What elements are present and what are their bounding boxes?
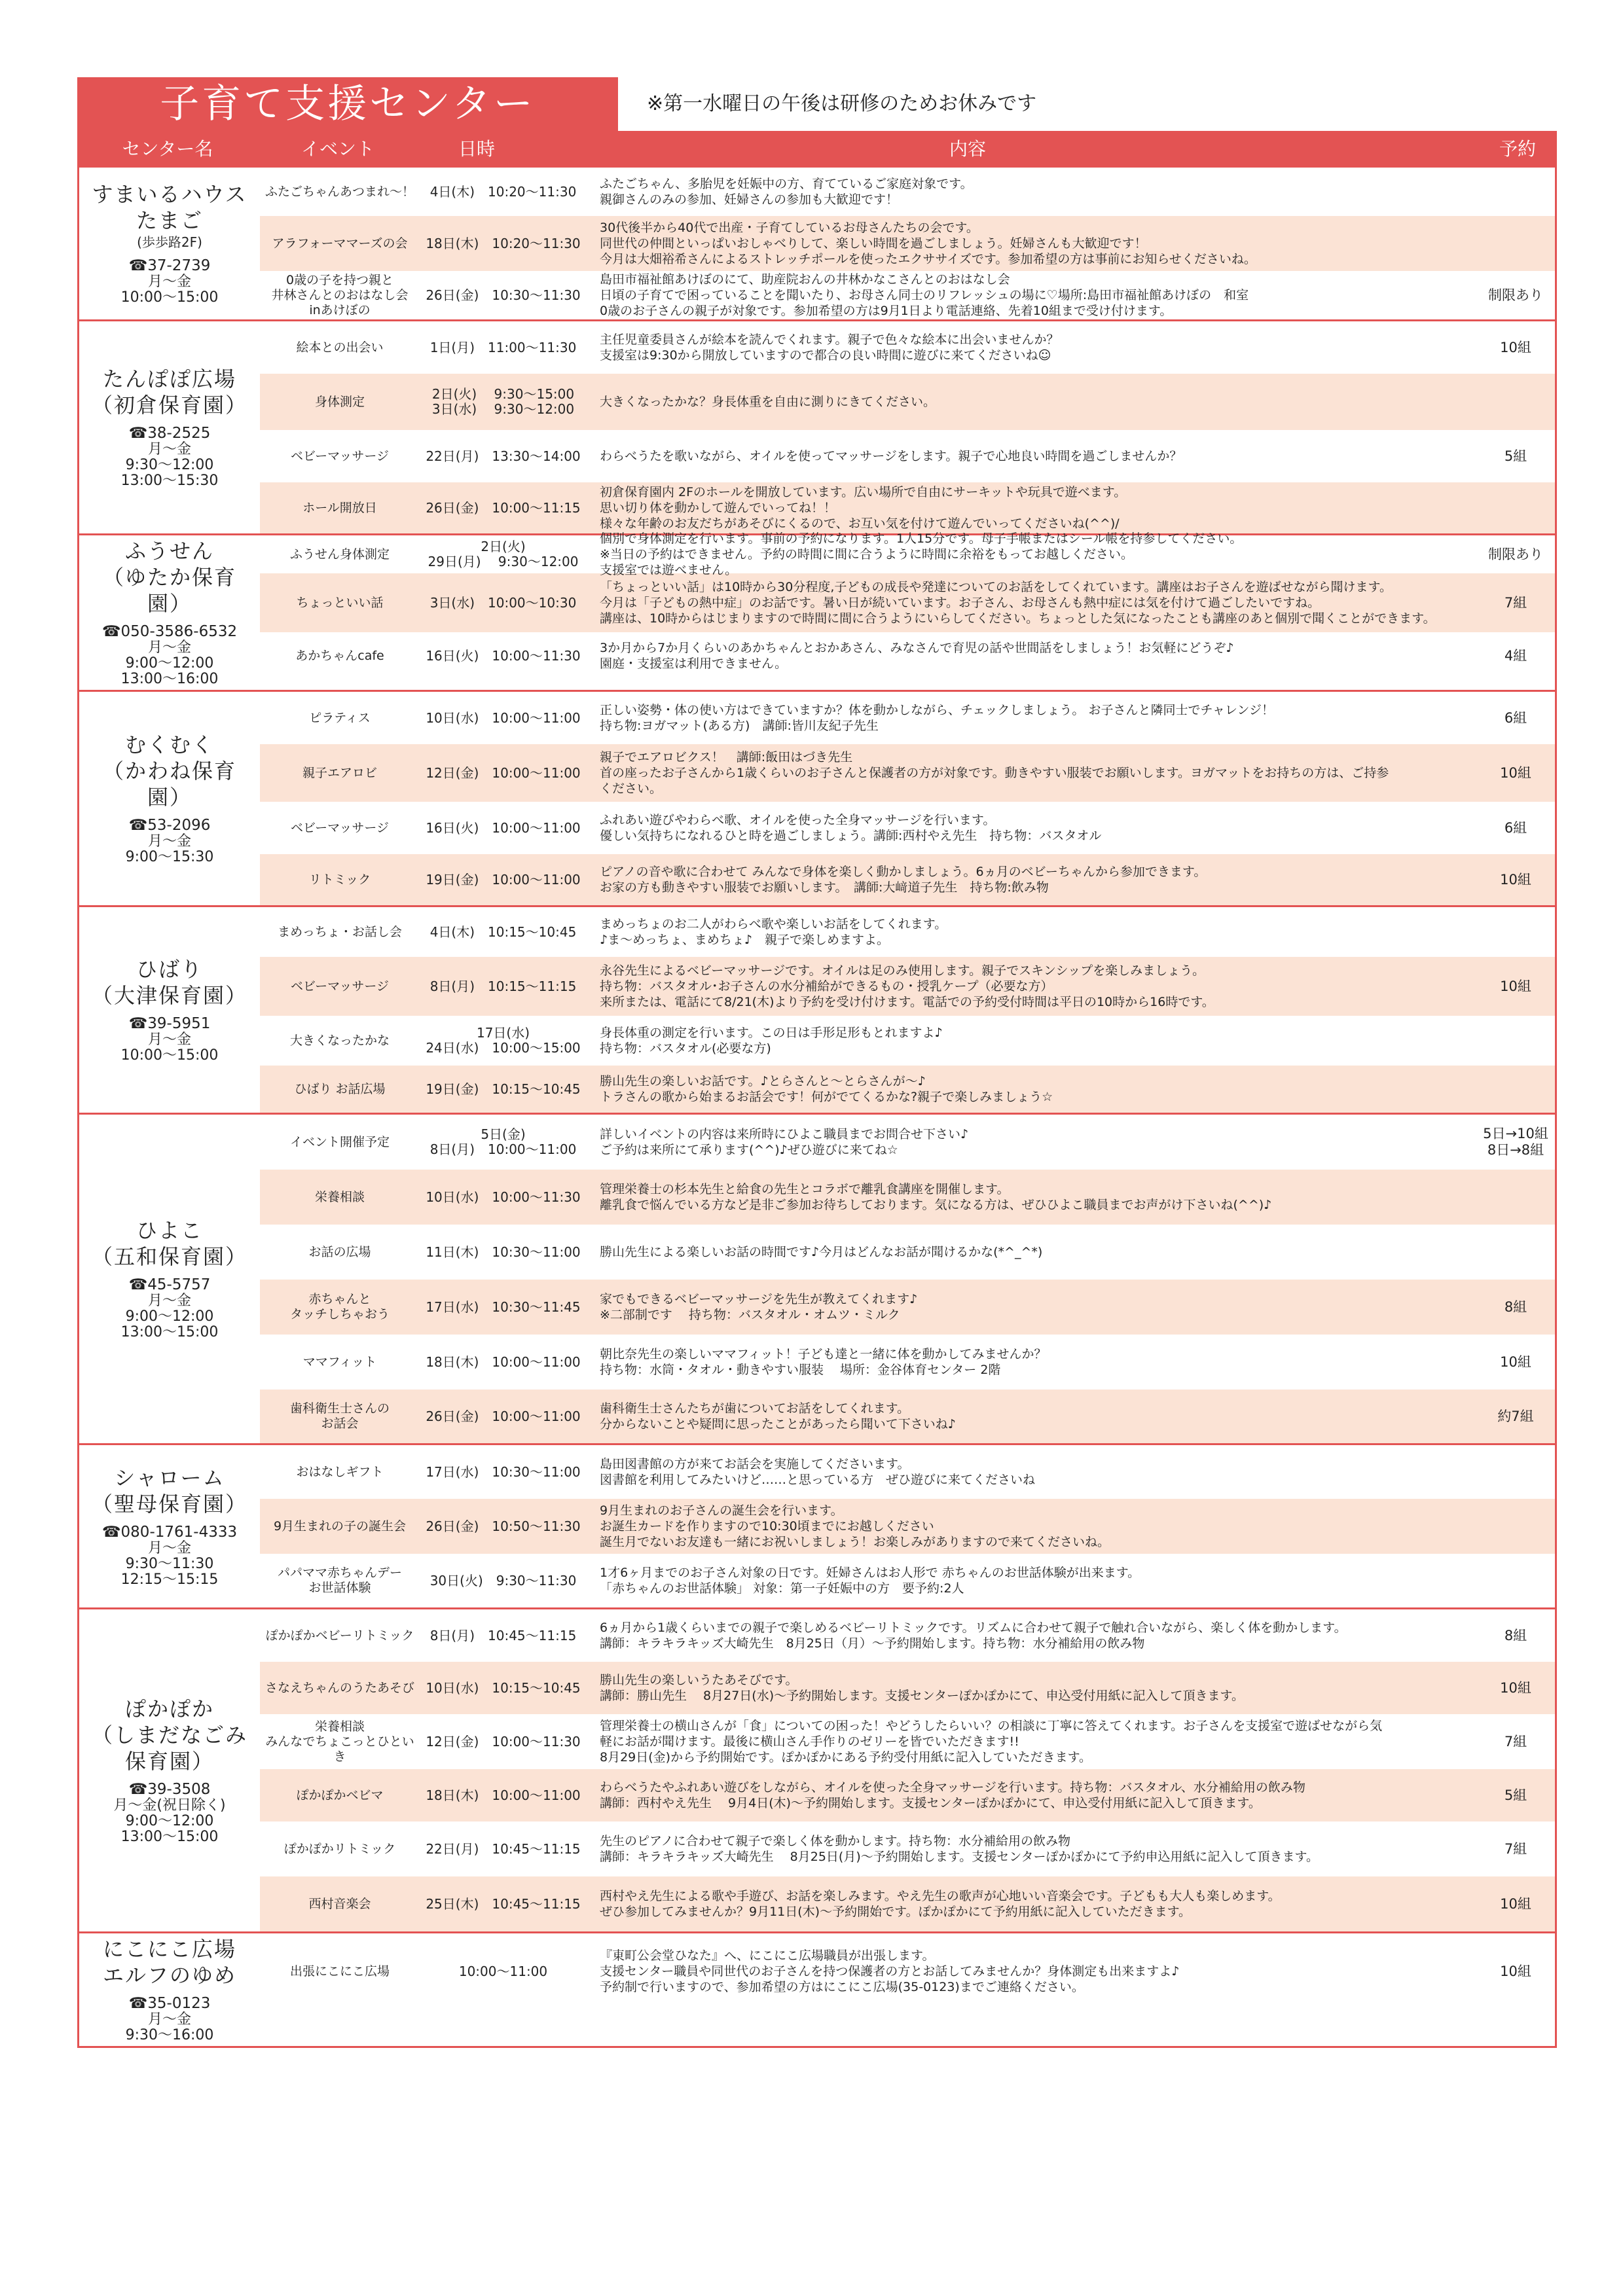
event-name: ぽかぽかベビーリトミック <box>265 1628 414 1643</box>
event-name: 0歳の子を持つ親と 井林さんとのおはなし会 inあけぼの <box>271 272 409 317</box>
event-datetime: 26日(金) 10:30～11:30 <box>426 287 581 303</box>
table-row <box>260 1499 1555 1554</box>
table-row <box>260 632 1555 679</box>
event-description: 島田市福祉館あけぼのにて、助産院おんの井林かなこさんとのおはなし会 日頃の子育てで困っていることを聞いたり、お母さん同士のリフレッシュの場に♡場所:島田市福祉館あけぼの 和室 0歳のお子さんの親子が対象です。参加希望の方は9月1日より電話連絡、先着10組まで受け付けます。 <box>600 272 1249 318</box>
table-row <box>260 1066 1555 1113</box>
event-description: ふれあい遊びやわらべ歌、オイルを使った全身マッサージを行います。 優しい気持ちになれるひと時を過ごしましょう。講師:西村やえ先生 持ち物：バスタオル <box>600 813 1102 843</box>
center-name: ひばり <box>136 957 203 982</box>
event-rows <box>260 907 1555 1113</box>
event-datetime: 12日(金) 10:00～11:00 <box>426 764 581 781</box>
table-row <box>260 1335 1555 1390</box>
table-row <box>260 271 1555 319</box>
table-row <box>260 854 1555 905</box>
table-row <box>260 1115 1555 1170</box>
event-description: 先生のピアノに合わせて親子で楽しく体を動かします。持ち物：水分補給用の飲み物 講師：キラキラキッズ大崎先生 8月25日(月)～予約開始します。支援センターぽかぽかにて予約申込用紙に記入して頂きます。 <box>600 1834 1319 1864</box>
table-row <box>260 482 1555 533</box>
schedule-sheet <box>77 77 1557 2048</box>
event-name: お話の広場 <box>308 1244 371 1259</box>
table-row <box>260 1769 1555 1821</box>
table-row <box>260 1876 1555 1931</box>
event-datetime: 26日(金) 10:50～11:30 <box>426 1518 581 1534</box>
event-datetime: 17日(水) 24日(水) 10:00～15:00 <box>426 1025 581 1056</box>
event-name: ベビーマッサージ <box>290 448 390 463</box>
event-datetime: 19日(金) 10:00～11:00 <box>426 871 581 888</box>
event-datetime: 18日(木) 10:00～11:00 <box>426 1787 581 1803</box>
event-datetime: 10日(水) 10:00～11:00 <box>426 709 581 726</box>
event-description: 正しい姿勢・体の使い方はできていますか？体を動かしながら、チェックしましょう。 お子さんと隣同士でチャレンジ！ 持ち物:ヨガマット(ある方) 講師:皆川友紀子先生 <box>600 703 1274 733</box>
event-description: 初倉保育園内 2Fのホールを開放しています。広い場所で自由にサーキットや玩具で遊べます。 思い切り体を動かして遊んでいってね！！ 様々な年齢のお友だちがあそびにくるので、お互い気を付けて遊んでいってくださいね(^^)/ <box>600 485 1127 531</box>
table-row <box>260 1016 1555 1066</box>
column-header-date: 日時 <box>458 138 495 160</box>
event-datetime: 25日(木) 10:45～11:15 <box>426 1895 581 1912</box>
center-block <box>79 1443 1555 1607</box>
event-datetime: 11日(木) 10:30～11:00 <box>426 1244 581 1260</box>
event-description: 島田図書館の方が来てお話会を実施してくださいます。 図書館を利用してみたいけど……と思っている方 ぜひ遊びに来てくださいね <box>600 1457 1036 1487</box>
event-name: ふうせん身体測定 <box>289 547 390 562</box>
table-header <box>77 131 1557 168</box>
event-rows <box>260 1933 1555 2046</box>
center-name-cell <box>79 1115 260 1443</box>
event-rows <box>260 1609 1555 1931</box>
center-block <box>79 533 1555 690</box>
center-hours: 月～金 9:30～11:30 12:15～15:15 <box>120 1540 219 1588</box>
table-row <box>260 1280 1555 1335</box>
event-booking: 10組 <box>1500 1895 1531 1912</box>
center-affiliation: （かわね保育 園） <box>102 759 236 810</box>
column-header-content: 内容 <box>949 138 986 160</box>
center-hours: 月～金 9:00～12:00 13:00～15:00 <box>120 1293 219 1340</box>
event-rows <box>260 321 1555 533</box>
event-booking: 5日→10組 8日→8組 <box>1483 1126 1548 1158</box>
center-hours: 月～金(祝日除く) 9:00～12:00 13:00～15:00 <box>113 1797 226 1845</box>
center-name-cell <box>79 321 260 533</box>
event-name: 9月生まれの子の誕生会 <box>273 1518 407 1534</box>
center-affiliation: エルフのゆめ <box>102 1963 236 1988</box>
event-name: 歯科衛生士さんの お話会 <box>289 1401 390 1431</box>
event-description: 親子でエアロビクス！ 講師:飯田はづき先生 首の座ったお子さんから1歳くらいのお子さんと保護者の方が対象です。動きやすい服装でお願いします。ヨガマットをお持ちの方は、ご持参 ください。 <box>600 750 1389 796</box>
event-booking: 10組 <box>1500 871 1531 888</box>
table-row <box>260 692 1555 744</box>
center-name: すまいるハウス <box>92 182 247 207</box>
event-datetime: 26日(金) 10:00～11:00 <box>426 1408 581 1424</box>
event-rows <box>260 168 1555 319</box>
event-name: ホール開放日 <box>302 500 377 515</box>
schedule-table <box>77 168 1557 2048</box>
event-datetime: 8日(月) 10:15～11:15 <box>429 978 577 994</box>
center-hours: 月～金 9:00～12:00 13:00～16:00 <box>120 639 219 687</box>
column-header-center: センター名 <box>122 138 213 160</box>
table-row <box>260 573 1555 632</box>
event-booking: 7組 <box>1504 1840 1527 1857</box>
event-description: 30代後半から40代で出産・子育てしているお母さんたちの会です。 同世代の仲間といっぱいおしゃべりして、楽しい時間を過ごしましょう。妊婦さんも大歓迎です！ 今月は大畑裕希さんによるストレッチポールを使ったエクササイズです。参加希望の方は事前にお知らせくださいね。 <box>600 221 1256 266</box>
event-description: 6ヵ月から1歳くらいまでの親子で楽しめるベビーリトミックです。リズムに合わせて親子で触れ合いながら、楽しく体を動かします。 講師：キラキラキッズ大崎先生 8月25日（月）～予約開始します。持ち物：水分補給用の飲み物 <box>600 1621 1347 1651</box>
event-name: 栄養相談 みんなでちょこっとひといき <box>265 1719 414 1764</box>
event-name: パパママ赤ちゃんデー お世話体験 <box>277 1566 402 1595</box>
event-booking: 制限あり <box>1488 546 1543 562</box>
center-affiliation: （ゆたか保育 園） <box>102 565 236 616</box>
event-datetime: 10日(水) 10:00～11:30 <box>426 1189 581 1205</box>
table-row <box>260 430 1555 482</box>
event-rows <box>260 531 1555 690</box>
event-description: 身長体重の測定を行います。この日は手形足形もとれますよ♪ 持ち物：バスタオル(必要な方) <box>600 1026 943 1056</box>
event-name: ふたごちゃんあつまれ～！ <box>264 184 414 199</box>
table-row <box>260 1662 1555 1714</box>
event-datetime: 17日(水) 10:30～11:00 <box>426 1463 581 1480</box>
center-affiliation: たまご <box>136 208 203 233</box>
table-row <box>260 907 1555 957</box>
center-phone: ☎37-2739 <box>128 257 211 274</box>
event-name: 栄養相談 <box>314 1189 365 1204</box>
event-booking: 制限あり <box>1488 287 1543 303</box>
center-name: にこにこ広場 <box>102 1937 236 1962</box>
event-datetime: 1日(月) 11:00～11:30 <box>429 339 577 355</box>
center-name-cell <box>79 1609 260 1931</box>
event-datetime: 2日(火) 9:30～15:00 3日(水) 9:30～12:00 <box>431 386 575 417</box>
event-booking: 5組 <box>1504 1787 1527 1803</box>
event-datetime: 8日(月) 10:45～11:15 <box>429 1627 577 1643</box>
event-description: 朝比奈先生の楽しいママフィット！子ども達と一緒に体を動かしてみませんか？ 持ち物：水筒・タオル・動きやすい服装 場所：金谷体育センター 2階 <box>600 1347 1047 1377</box>
center-block <box>79 1607 1555 1931</box>
event-booking: 4組 <box>1504 647 1527 664</box>
center-name: シャローム <box>114 1465 225 1490</box>
center-name-cell <box>79 168 260 319</box>
event-description: 永谷先生によるベビーマッサージです。オイルは足のみ使用します。親子でスキンシップを楽しみましょう。 持ち物：バスタオル･お子さんの水分補給ができるもの・授乳ケープ（必要な方） 来所または、電話にて8/21(木)より予約を受け付けます。電話での予約受付時間は平日の10時から16時です。 <box>600 963 1214 1009</box>
center-name-cell <box>79 1933 260 2046</box>
center-phone: ☎080-1761-4333 <box>101 1524 238 1541</box>
event-datetime: 19日(金) 10:15～10:45 <box>426 1081 581 1097</box>
event-description: 管理栄養士の横山さんが「食」についての困った！やどうしたらいい？の相談に丁寧に答えてくれます。お子さんを支援室で遊ばせながら気 軽にお話が聞けます。最後に横山さん手作りのゼリーを皆でいただきます!! 8月29日(金)から予約開始です。ぽかぽかにある予約受付用紙に記入していただきます。 <box>600 1719 1383 1765</box>
event-datetime: 12日(金) 10:00～11:30 <box>426 1733 581 1749</box>
event-name: 絵本との出会い <box>296 340 384 355</box>
center-affiliation: （初倉保育園） <box>91 393 247 418</box>
event-booking: 7組 <box>1504 1733 1527 1749</box>
table-row <box>260 1554 1555 1607</box>
center-affiliation: （大津保育園） <box>91 983 247 1008</box>
event-description: 主任児童委員さんが絵本を読んでくれます。親子で色々な絵本に出会いませんか？ 支援室は9:30から開放していますので都合の良い時間に遊びに来てくださいね☺ <box>600 332 1059 363</box>
event-name: リトミック <box>308 872 371 887</box>
event-name: さなえちゃんのうたあそび <box>264 1680 414 1695</box>
event-booking: 約7組 <box>1497 1408 1534 1424</box>
event-datetime: 22日(月) 13:30～14:00 <box>426 448 581 464</box>
event-description: わらべうたやふれあい遊びをしながら、オイルを使った全身マッサージを行います。持ち物：バスタオル、水分補給用の飲み物 講師：西村やえ先生 9月4日(木)～予約開始します。支援センターぽかぽかにて、申込受付用紙に記入して頂きます。 <box>600 1780 1305 1810</box>
event-description: ふたごちゃん、多胎児を妊娠中の方、育てているご家庭対象です。 親御さんのみの参加、妊婦さんの参加も大歓迎です！ <box>600 177 973 207</box>
center-name-cell <box>79 692 260 905</box>
event-description: 『東町公会堂ひなた』へ、にこにこ広場職員が出張します。 支援センター職員や同世代のお子さんを持つ保護者の方とお話してみませんか？身体測定も出来ますよ♪ 予約制で行いますので、参加希望の方はにこにこ広場(35-0123)までご連絡ください。 <box>600 1948 1180 1994</box>
center-block <box>79 1931 1555 2046</box>
table-row <box>260 1445 1555 1499</box>
event-datetime: 10日(水) 10:15～10:45 <box>426 1679 581 1696</box>
table-row <box>260 374 1555 430</box>
center-block <box>79 168 1555 319</box>
center-block <box>79 905 1555 1113</box>
event-datetime: 16日(火) 10:00～11:00 <box>426 819 581 836</box>
event-name: 西村音楽会 <box>308 1896 371 1911</box>
center-block <box>79 319 1555 533</box>
event-booking: 10組 <box>1500 978 1531 994</box>
table-row <box>260 1225 1555 1280</box>
center-hours: 月～金 9:30～12:00 13:00～15:30 <box>120 441 219 489</box>
event-datetime: 17日(水) 10:30～11:45 <box>426 1299 581 1315</box>
event-booking: 10組 <box>1500 764 1531 781</box>
center-affiliation: （五和保育園） <box>91 1244 247 1269</box>
center-block <box>79 1113 1555 1443</box>
table-row <box>260 744 1555 802</box>
event-datetime: 2日(火) 29日(月) 9:30～12:00 <box>428 539 579 569</box>
column-header-event: イベント <box>301 138 374 160</box>
event-name: 出張にこにこ広場 <box>289 1964 390 1979</box>
event-booking: 8組 <box>1504 1299 1527 1315</box>
event-name: 身体測定 <box>314 394 365 409</box>
table-row <box>260 321 1555 374</box>
page-title: 子育て支援センター <box>77 77 618 131</box>
event-rows <box>260 1445 1555 1607</box>
center-affiliation: （しまだなごみ 保育園） <box>91 1723 247 1774</box>
event-name: まめっちょ・お話し会 <box>278 924 402 939</box>
event-datetime: 4日(木) 10:20～11:30 <box>429 183 577 200</box>
table-row <box>260 216 1555 271</box>
center-hours: 月～金 9:00～15:30 <box>125 833 214 865</box>
center-location: (歩歩路2F) <box>137 234 202 250</box>
event-name: アラフォーママーズの会 <box>272 236 408 251</box>
center-phone: ☎38-2525 <box>128 425 211 442</box>
event-name: 大きくなったかな <box>289 1033 390 1048</box>
event-description: 1才6ヶ月までのお子さん対象の日です。妊婦さんはお人形で 赤ちゃんのお世話体験が出来ます。 「赤ちゃんのお世話体験」 対象：第一子妊娠中の方 要予約:2人 <box>600 1566 1140 1596</box>
table-row <box>260 1390 1555 1443</box>
event-name: ベビーマッサージ <box>290 820 390 835</box>
event-name: イベント開催予定 <box>289 1134 390 1149</box>
center-hours: 月～金 10:00～15:00 <box>120 274 219 306</box>
center-name: ふうせん <box>124 539 214 564</box>
event-rows <box>260 692 1555 905</box>
event-datetime: 30日(火) 9:30～11:30 <box>429 1572 577 1588</box>
event-booking: 5組 <box>1504 448 1527 464</box>
event-description: 9月生まれのお子さんの誕生会を行います。 お誕生カードを作りますので10:30頃までにお越しください 誕生月でないお友達も一緒にお祝いしましょう！お楽しみがありますので来てくださいね。 <box>600 1503 1110 1549</box>
event-name: あかちゃんcafe <box>295 648 384 663</box>
table-row <box>260 957 1555 1016</box>
event-booking: 10組 <box>1500 1679 1531 1696</box>
table-row <box>260 1821 1555 1876</box>
table-row <box>260 168 1555 216</box>
center-name-cell <box>79 1445 260 1607</box>
center-name: ひよこ <box>136 1218 203 1243</box>
event-name: 赤ちゃんと タッチしちゃおう <box>289 1292 390 1321</box>
event-description: わらべうたを歌いながら、オイルを使ってマッサージをします。親子で心地良い時間を過ごしませんか？ <box>600 449 1182 463</box>
event-description: 家でもできるベビーマッサージを先生が教えてくれます♪ ※二部制です 持ち物：バスタオル・オムツ・ミルク <box>600 1292 918 1322</box>
event-rows <box>260 1115 1555 1443</box>
event-description: 勝山先生の楽しいお話です。♪とらさんと～とらさんが～♪ トラさんの歌から始まるお話会です！何がでてくるかな?親子で楽しみましょう☆ <box>600 1074 1053 1104</box>
event-name: おはなしギフト <box>296 1464 384 1479</box>
event-datetime: 5日(金) 8日(月) 10:00～11:00 <box>429 1126 577 1157</box>
event-name: ぽかぽかリトミック <box>283 1841 396 1856</box>
event-description: 「ちょっといい話」は10時から30分程度,子どもの成長や発達についてのお話をしてくれています。講座はお子さんを遊ばせながら聞けます。 今月は「子どもの熱中症」のお話です。暑い日が続いています。お子さん、お母さんも熱中症には気を付けて過ごしたいですね。 講座は、10時からはじまりますので時間に間に合うようにいらしてください。ちょっとした気になったことも講座のあと個別で聞くことができます。 <box>600 580 1436 626</box>
holiday-note: ※第一水曜日の午後は研修のためお休みです <box>647 92 1037 115</box>
center-affiliation: （聖母保育園） <box>91 1492 247 1516</box>
event-description: 大きくなったかな？身長体重を自由に測りにきてください。 <box>600 395 936 409</box>
event-datetime: 4日(木) 10:15～10:45 <box>429 924 577 940</box>
center-phone: ☎53-2096 <box>128 817 211 834</box>
event-description: まめっちょのお二人がわらべ歌や楽しいお話をしてくれます。 ♪ま～めっちょ、まめちょ♪ 親子で楽しめますよ。 <box>600 917 947 947</box>
center-name: たんぽぽ広場 <box>102 367 236 391</box>
event-name: 親子エアロビ <box>302 765 377 780</box>
event-datetime: 22日(月) 10:45～11:15 <box>426 1840 581 1857</box>
center-name: むくむく <box>124 732 214 757</box>
table-row <box>260 531 1555 577</box>
event-datetime: 10:00～11:00 <box>458 1963 548 1979</box>
event-datetime: 26日(金) 10:00～11:15 <box>426 499 581 516</box>
event-name: ベビーマッサージ <box>290 978 390 994</box>
center-name: ぽかぽか <box>124 1696 214 1721</box>
event-description: 勝山先生による楽しいお話の時間です♪今月はどんなお話が聞けるかな(*^_^*) <box>600 1245 1043 1259</box>
event-name: ちょっといい話 <box>296 595 384 610</box>
event-name: ひばり お話広場 <box>294 1081 386 1096</box>
event-datetime: 16日(火) 10:00～11:30 <box>426 647 581 664</box>
table-row <box>260 1714 1555 1769</box>
table-row <box>260 802 1555 854</box>
event-description: 管理栄養士の杉本先生と給食の先生とコラボで離乳食講座を開催します。 離乳食で悩んでいる方など是非ご参加お待ちしております。気になる方は、ぜひひよこ職員までお声がけ下さいね(^^)♪ <box>600 1182 1272 1212</box>
event-booking: 7組 <box>1504 594 1527 611</box>
center-hours: 月～金 10:00～15:00 <box>120 1031 219 1064</box>
center-phone: ☎39-3508 <box>128 1781 211 1798</box>
event-name: ママフィット <box>302 1354 377 1369</box>
event-booking: 10組 <box>1500 1963 1531 1979</box>
event-name: ピラティス <box>309 710 371 725</box>
column-header-booking: 予約 <box>1499 138 1536 160</box>
event-description: 3か月から7か月くらいのあかちゃんとおかあさん、みなさんで育児の話や世間話をしましょう！お気軽にどうぞ♪ 園庭・支援室は利用できません。 <box>600 641 1234 671</box>
event-booking: 6組 <box>1504 819 1527 836</box>
event-datetime: 3日(水) 10:00～10:30 <box>429 594 577 611</box>
center-phone: ☎050-3586-6532 <box>101 623 238 640</box>
center-block <box>79 690 1555 905</box>
center-phone: ☎39-5951 <box>128 1015 211 1032</box>
center-name-cell <box>79 535 260 690</box>
center-phone: ☎45-5757 <box>128 1276 211 1293</box>
event-description: 個別で身体測定を行います。事前の予約になります。1人15分です。母子手帳またはシール帳を持参してください。 ※当日の予約はできません。予約の時間に間に合うように時間に余裕をもってお越しください。 支援室では遊べません。 <box>600 531 1243 577</box>
event-booking: 10組 <box>1500 339 1531 355</box>
event-booking: 6組 <box>1504 709 1527 726</box>
event-description: 詳しいイベントの内容は来所時にひよこ職員までお問合せ下さい♪ ご予約は来所にて承ります(^^)♪ぜひ遊びに来てね☆ <box>600 1127 969 1157</box>
event-description: 勝山先生の楽しいうたあそびです。 講師：勝山先生 8月27日(水)～予約開始します。支援センターぽかぽかにて、申込受付用紙に記入して頂きます。 <box>600 1673 1244 1703</box>
event-description: 西村やえ先生による歌や手遊び、お話を楽しみます。やえ先生の歌声が心地いい音楽会です。子どもも大人も楽しめます。 ぜひ参加してみませんか？9月11日(木)～予約開始です。ぽかぽかにて予約用紙に記入していただきます。 <box>600 1889 1281 1919</box>
center-phone: ☎35-0123 <box>128 1995 211 2012</box>
event-description: 歯科衛生士さんたちが歯についてお話をしてくれます。 分からないことや疑問に思ったことがあったら聞いて下さいね♪ <box>600 1401 956 1431</box>
event-name: ぽかぽかベビマ <box>296 1787 384 1803</box>
table-row <box>260 1170 1555 1225</box>
event-description: ピアノの音や歌に合わせて みんなで身体を楽しく動かしましょう。6ヵ月のベビーちゃんから参加できます。 お家の方も動きやすい服装でお願いします。 講師:大﨑道子先生 持ち物:飲み物 <box>600 865 1207 895</box>
event-datetime: 18日(木) 10:00～11:00 <box>426 1354 581 1370</box>
center-name-cell <box>79 907 260 1113</box>
table-row <box>260 1609 1555 1662</box>
event-booking: 10組 <box>1500 1354 1531 1370</box>
event-datetime: 18日(木) 10:20～11:30 <box>426 235 581 251</box>
title-bar <box>77 77 1557 131</box>
event-booking: 8組 <box>1504 1627 1527 1643</box>
center-hours: 月～金 9:30～16:00 <box>125 2011 214 2043</box>
table-row <box>260 1933 1555 2009</box>
